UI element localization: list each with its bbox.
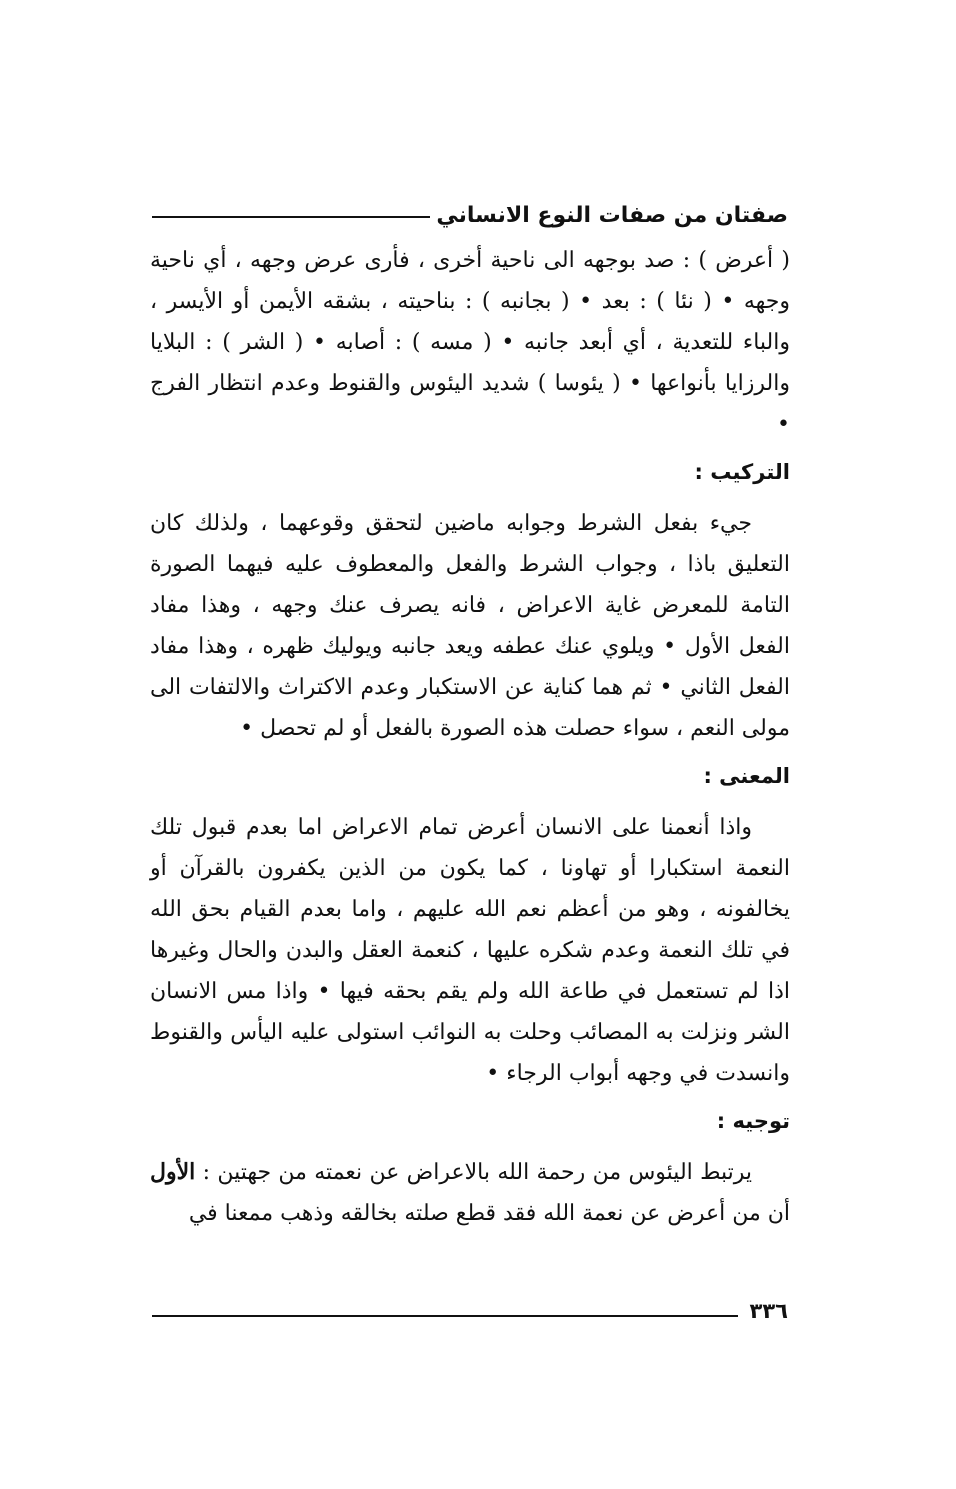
meaning-paragraph: واذا أنعمنا على الانسان أعرض تمام الاعراض اما بعدم قبول تلك النعمة استكبارا أو تهاونا ، كما يكون من الذين يكفرون بالقرآن أو يخالفونه ، وهو من أعظم نعم الله عليهم ، واما بعدم القيام بحق الله في تلك النعمة وعدم شكره عليها ، كنعمة العقل والبدن والحال وغيرها اذا لم تستعمل في طاعة الله ولم يقم بحقه فيها • واذا مس الانسان الشر ونزلت به المصائب وحلت به النوائب استولى عليه اليأس والقنوط وانسدت في وجهه أبواب الرجاء • bbox=[150, 815, 790, 1086]
running-header bbox=[152, 188, 788, 228]
chapter-title: صفتان من صفات النوع الانساني bbox=[436, 203, 788, 228]
guidance-paragraph bbox=[150, 1152, 790, 1234]
guidance-heading: توجيه : bbox=[716, 1109, 790, 1133]
syntax-paragraph: جيء بفعل الشرط وجوابه ماضين لتحقق وقوعهما ، ولذلك كان التعليق باذا ، وجواب الشرط والفعل والمعطوف عليه فيهما الصورة التامة للمعرض غاية الاعراض ، فانه يصرف عنك وجهه ، وهذا مفاد الفعل الأول • ويلوي عنك عطفه ويعد جانبه ويوليك ظهره ، وهذا مفاد الفعل الثاني • ثم هما كناية عن الاستكبار وعدم الاكتراث والالتفات الى مولى النعم ، سواء حصلت هذه الصورة بالفعل أو لم تحصل • bbox=[150, 511, 790, 741]
vocabulary-paragraph: ( أعرض ) : صد بوجهه الى ناحية أخرى ، فأرى عرض وجهه ، أي ناحية وجهه • ( نئا ) : بعد • ( بجانبه ) : بناحيته ، بشقه الأيمن أو الأيسر ، والباء للتعدية ، أي أبعد جانبه • ( مسه ) : أصابه • ( الشر ) : البلايا والرزايا بأنواعها • ( يئوسا ) شديد اليئوس والقنوط وعدم انتظار الفرج • bbox=[150, 248, 790, 437]
meaning-heading: المعنى : bbox=[703, 764, 790, 788]
page-number: ٣٣٦ bbox=[749, 1299, 788, 1323]
page-body bbox=[150, 240, 790, 1234]
footer-rule bbox=[152, 1315, 738, 1317]
syntax-heading: التركيب : bbox=[694, 460, 790, 484]
guidance-text-end: أن من أعرض عن نعمة الله فقد قطع صلته بخالقه وذهب ممعنا في bbox=[188, 1201, 790, 1226]
guidance-first-point: الأول bbox=[150, 1159, 196, 1185]
page-footer bbox=[152, 1296, 788, 1326]
guidance-text-start: يرتبط اليئوس من رحمة الله بالاعراض عن نعمته من جهتين : bbox=[195, 1160, 752, 1185]
header-rule bbox=[152, 216, 430, 218]
